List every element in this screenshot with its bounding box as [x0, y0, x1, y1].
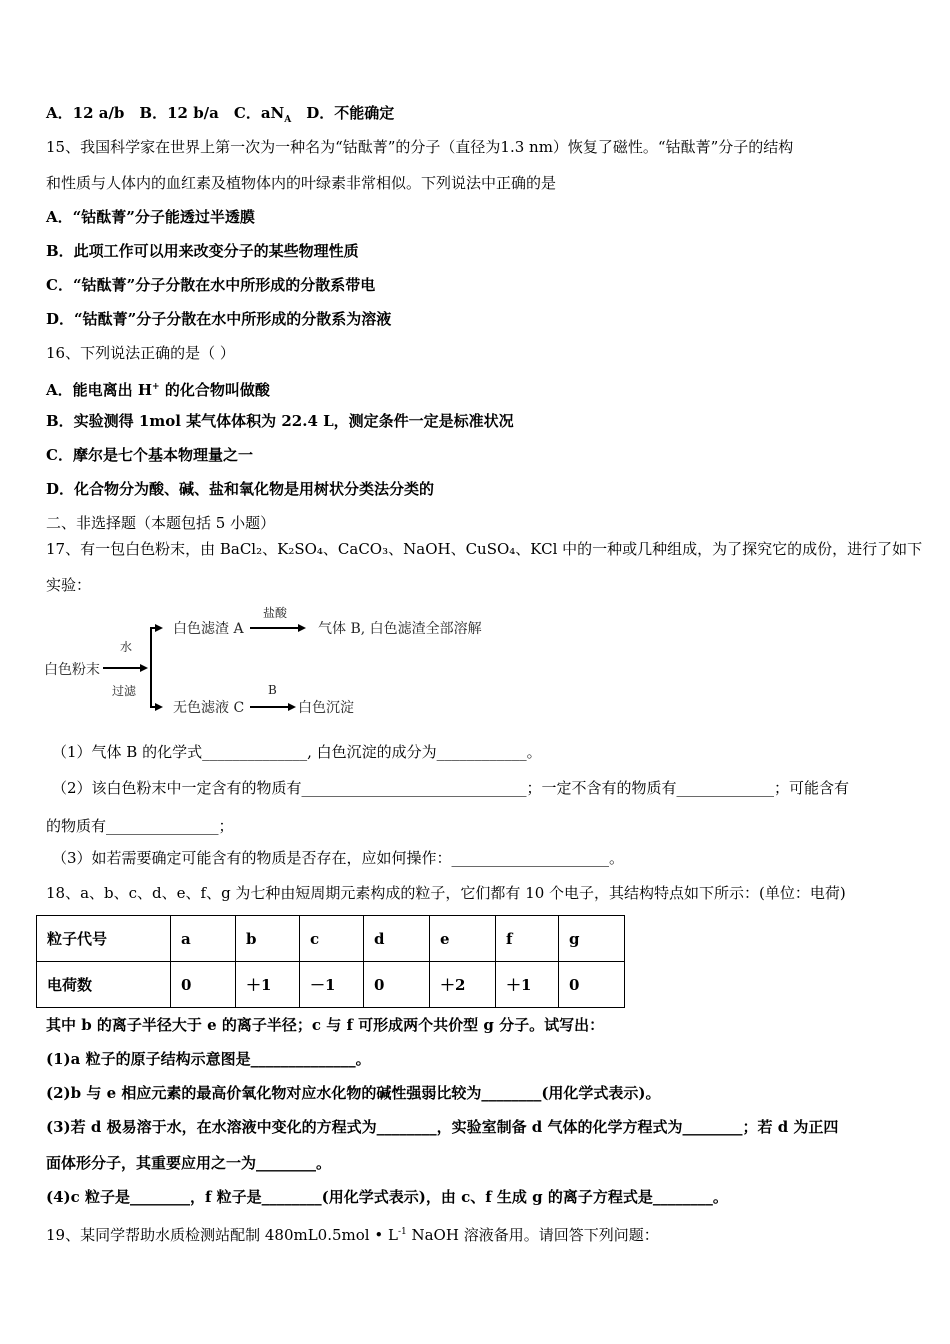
table-cell: 粒子代号 — [37, 916, 171, 962]
branch-line — [150, 627, 152, 707]
q17-part: （1）气体 B 的化学式______________, 白色沉淀的成分为____________。 — [52, 743, 542, 761]
q18-line: (1)a 粒子的原子结构示意图是______________。 — [46, 1050, 371, 1068]
table-cell: 电荷数 — [37, 962, 171, 1008]
q18-stem: 18、a、b、c、d、e、f、g 为七种由短周期元素构成的粒子，它们都有 10 个电子，其结构特点如下所示：(单位：电荷) — [46, 884, 846, 902]
superscript: + — [152, 382, 160, 392]
filtrate-c-result: 白色沉淀 — [298, 700, 354, 716]
table-row — [37, 962, 625, 1008]
q15-stem: 和性质与人体内的血红素及植物体内的叶绿素非常相似。下列说法中正确的是 — [46, 174, 557, 192]
table-cell: b — [236, 916, 300, 962]
filtrate-c: 无色滤液 C — [173, 700, 245, 716]
arrow-head — [288, 703, 296, 711]
q19-stem — [46, 1222, 659, 1245]
table-cell: ＋1 — [496, 962, 559, 1008]
table-cell: ＋2 — [430, 962, 496, 1008]
water-label: 水 — [120, 640, 133, 654]
table-cell: －1 — [300, 962, 364, 1008]
q17-part: （2）该白色粉末中一定含有的物质有______________________________；一定不含有的物质有_____________；可能含有 — [52, 779, 850, 797]
arrow-line — [250, 627, 300, 629]
table-cell: ＋1 — [236, 962, 300, 1008]
table-cell: e — [430, 916, 496, 962]
q15-option: D．“钴酞菁”分子分散在水中所形成的分散系为溶液 — [46, 310, 392, 328]
q18-line: 面体形分子，其重要应用之一为________。 — [46, 1154, 332, 1172]
q18-line: (3)若 d 极易溶于水，在水溶液中变化的方程式为________，实验室制备 d 气体的化学方程式为________；若 d 为正四 — [46, 1118, 839, 1136]
q17-stem: 17、有一包白色粉末，由 BaCl₂、K₂SO₄、CaCO₃、NaOH、CuSO₄、KCl 中的一种或几种组成，为了探究它的成份，进行了如下 — [46, 540, 923, 558]
q16-option: B．实验测得 1mol 某气体体积为 22.4 L，测定条件一定是标准状况 — [46, 412, 514, 430]
q17-part: （3）如若需要确定可能含有的物质是否存在，应如何操作：_____________________。 — [52, 849, 625, 867]
arrow-line — [103, 667, 143, 669]
residue-a-result: 气体 B, 白色滤渣全部溶解 — [318, 621, 482, 637]
diagram-start: 白色粉末 — [44, 662, 100, 678]
arrow-head — [298, 624, 306, 632]
reagent-b-label: B — [268, 683, 277, 697]
q17-part: 的物质有_______________； — [46, 817, 234, 835]
superscript: -1 — [397, 1227, 407, 1237]
table-cell: f — [496, 916, 559, 962]
q18-line: (4)c 粒子是________，f 粒子是________(用化学式表示)，由 c、f 生成 g 的离子方程式是________。 — [46, 1188, 728, 1206]
q16-option: C．摩尔是七个基本物理量之一 — [46, 446, 253, 464]
table-cell: 0 — [171, 962, 236, 1008]
text: 19、某同学帮助水质检测站配制 480mL0.5mol • L — [46, 1226, 398, 1244]
q14-option-d: D．不能确定 — [291, 104, 395, 122]
q16-option: D．化合物分为酸、碱、盐和氧化物是用树状分类法分类的 — [46, 480, 435, 498]
subscript: A — [284, 115, 292, 125]
q15-option: A．“钴酞菁”分子能透过半透膜 — [46, 208, 255, 226]
table-cell: a — [171, 916, 236, 962]
text: 的化合物叫做酸 — [159, 381, 270, 399]
table-cell: 0 — [559, 962, 625, 1008]
q16-stem: 16、下列说法正确的是（ ） — [46, 344, 235, 362]
filter-label: 过滤 — [112, 684, 137, 698]
arrow-head — [155, 703, 163, 711]
hcl-label: 盐酸 — [263, 606, 288, 620]
q14-options-text: A．12 a/b B．12 b/a C．aN — [46, 104, 285, 122]
table-cell: g — [559, 916, 625, 962]
text: NaOH 溶液备用。请回答下列问题： — [406, 1226, 659, 1244]
q16-option-a — [46, 377, 270, 400]
table-cell: 0 — [364, 962, 430, 1008]
table-cell: c — [300, 916, 364, 962]
q15-stem: 15、我国科学家在世界上第一次为一种名为“钴酞菁”的分子（直径为1.3 nm）恢复了磁性。“钴酞菁”分子的结构 — [46, 138, 794, 156]
particle-table — [36, 915, 625, 1008]
arrow-head — [155, 624, 163, 632]
q18-line: 其中 b 的离子半径大于 e 的离子半径；c 与 f 可形成两个共价型 g 分子。试写出： — [46, 1016, 605, 1034]
q18-line: (2)b 与 e 相应元素的最高价氧化物对应水化物的碱性强弱比较为________(用化学式表示)。 — [46, 1084, 661, 1102]
q17-stem: 实验： — [46, 576, 92, 594]
arrow-line — [250, 706, 290, 708]
arrow-head — [140, 664, 148, 672]
q15-option: C．“钴酞菁”分子分散在水中所形成的分散系带电 — [46, 276, 376, 294]
text: A．能电离出 H — [46, 381, 153, 399]
residue-a: 白色滤渣 A — [173, 621, 244, 637]
table-cell: d — [364, 916, 430, 962]
q15-option: B．此项工作可以用来改变分子的某些物理性质 — [46, 242, 359, 260]
table-row — [37, 916, 625, 962]
q14-options — [46, 103, 394, 130]
section-heading: 二、非选择题（本题包括 5 小题） — [46, 514, 276, 532]
